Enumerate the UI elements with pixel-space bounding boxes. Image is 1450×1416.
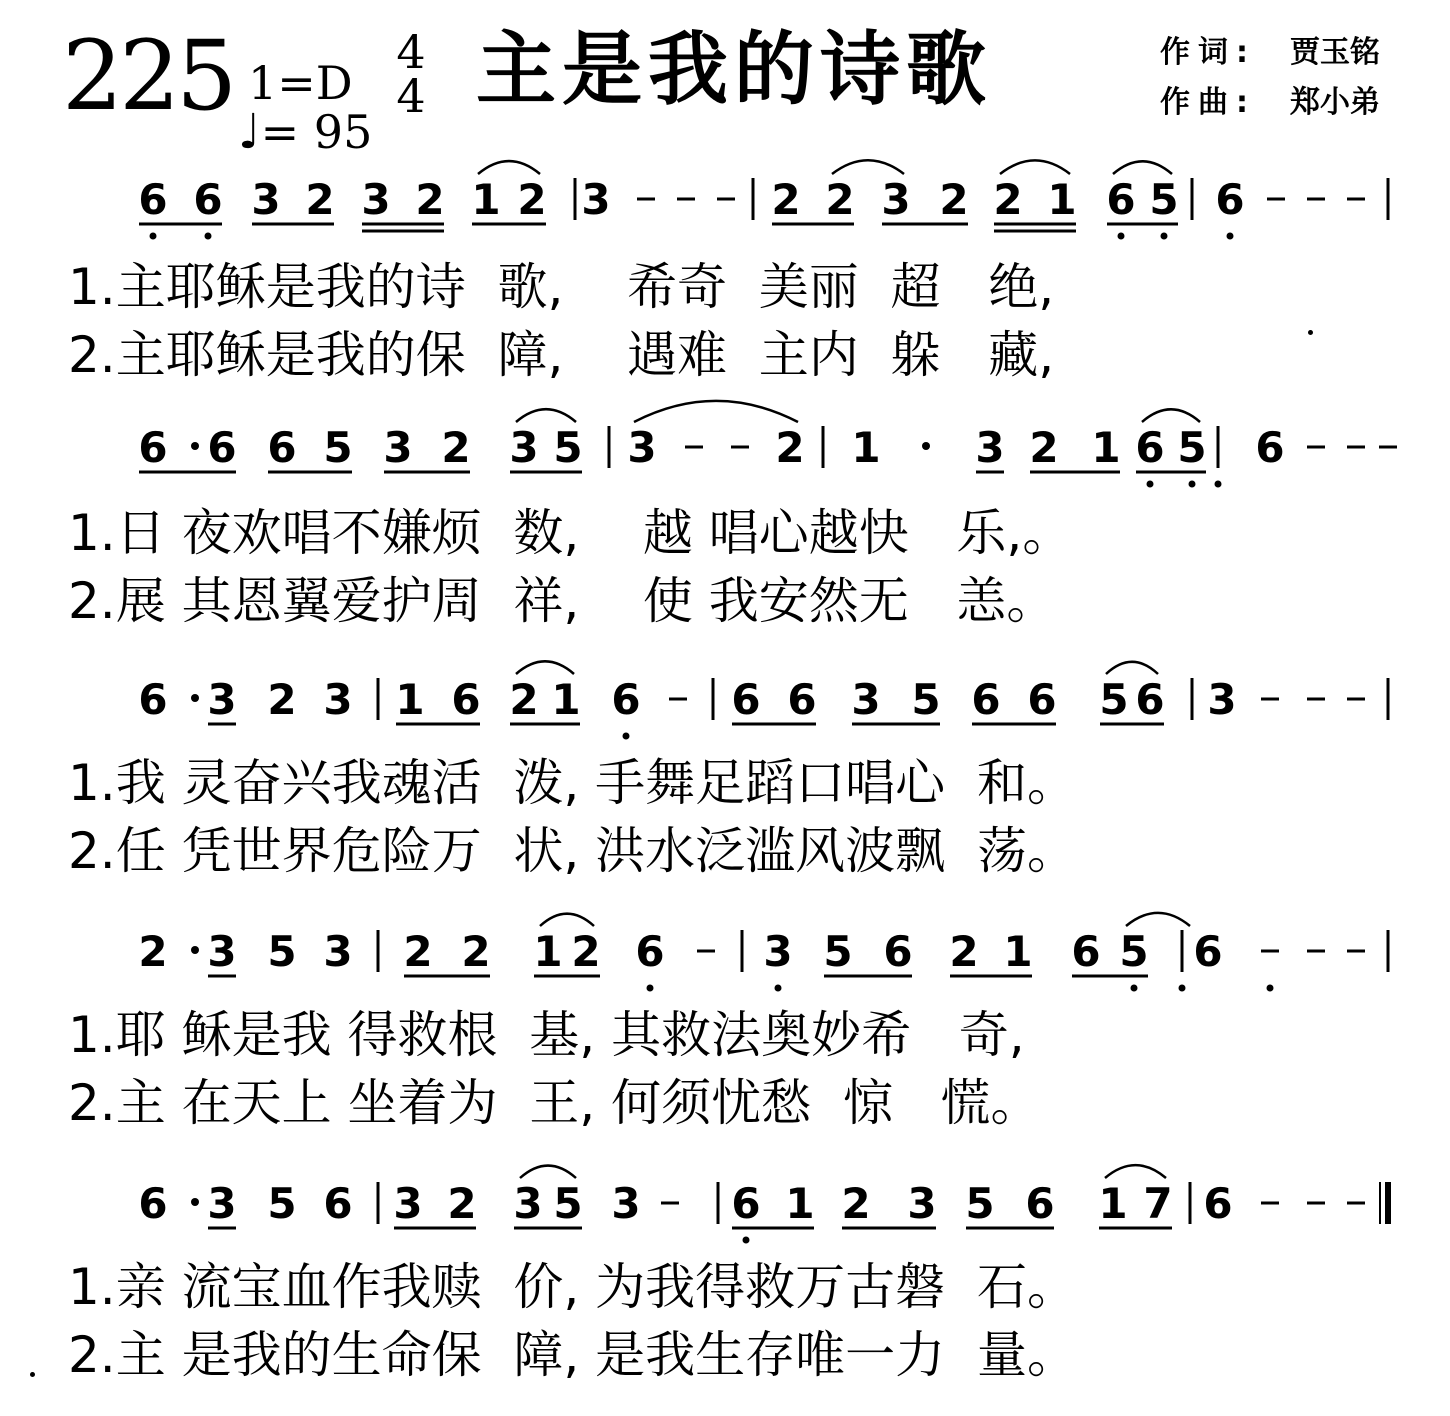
tempo-value: = 95 [260,105,373,159]
note-digit: 1 [533,927,563,976]
low-octave-dot [1227,233,1234,240]
note-digit: 2 [305,175,335,224]
note-digit: 7 [1143,1179,1173,1228]
note-digit: 6 [1255,423,1285,472]
note-digit: 3 [207,675,237,724]
note-digit: 3 [251,175,281,224]
note-digit: 6 [1027,675,1057,724]
note-digit: 2 [461,927,491,976]
low-octave-dot [1215,481,1222,488]
note-digit: 1 [395,675,425,724]
slur [478,161,540,174]
note-digit: 3 [323,675,353,724]
note-digit: 1 [551,675,581,724]
low-octave-dot [1189,481,1196,488]
low-octave-dot [1147,481,1154,488]
note-digit: 6 [138,175,168,224]
note-digit: 6 [1135,423,1165,472]
low-octave-dot [1161,233,1168,240]
lyricist-label: 作词: [1160,35,1256,70]
lyric-line-4-verse-1: 1.耶 稣是我 得救根 基, 其救法奥妙希 奇, [68,1006,1025,1064]
note-digit: 3 [383,423,413,472]
low-octave-dot [1118,233,1125,240]
note-digit: 5 [911,675,941,724]
augmentation-dot [922,442,930,450]
note-digit: 2 [267,675,297,724]
time-signature-top: 4 [396,25,426,79]
note-digit: 2 [1029,423,1059,472]
note-digit: 3 [393,1179,423,1228]
note-digit: 5 [267,1179,297,1228]
slur [1000,160,1070,174]
note-digit: 3 [513,1179,543,1228]
lyric-line-4-verse-2: 2.主 在天上 坐着为 王, 何须忧愁 惊 慌。 [68,1074,1041,1132]
note-digit: 2 [993,175,1023,224]
lyric-line-5-verse-1: 1.亲 流宝血作我赎 价, 为我得救万古磐 石。 [68,1258,1077,1316]
note-digit: 2 [509,675,539,724]
lyric-line-1-verse-1: 1.主耶稣是我的诗 歌, 希奇 美丽 超 绝, [68,258,1055,316]
note-digit: 3 [323,927,353,976]
low-octave-dot [647,985,654,992]
note-digit: 1 [851,423,881,472]
note-digit: 3 [509,423,539,472]
low-octave-dot [205,233,212,240]
note-digit: 5 [1177,423,1207,472]
slur [540,914,594,926]
augmentation-dot [191,1198,199,1206]
note-digit: 2 [939,175,969,224]
note-digit: 6 [787,675,817,724]
note-digit: 2 [775,423,805,472]
note-digit: 2 [825,175,855,224]
composer-name: 郑小弟 [1290,85,1380,120]
slur [516,661,574,674]
note-digit: 6 [1025,1179,1055,1228]
note-digit: 5 [323,423,353,472]
lyricist-name: 贾玉铭 [1290,35,1380,70]
note-digit: 6 [451,675,481,724]
slur [634,401,798,422]
note-digit: 3 [1207,675,1237,724]
low-octave-dot [1179,985,1186,992]
note-digit: 5 [823,927,853,976]
slur [516,409,576,422]
note-digit: 1 [1098,1179,1128,1228]
note-digit: 5 [1119,927,1149,976]
note-digit: 3 [881,175,911,224]
scan-speck [1308,330,1313,335]
note-digit: 6 [635,927,665,976]
note-digit: 6 [138,423,168,472]
lyric-line-1-verse-2: 2.主耶稣是我的保 障, 遇难 主内 躲 藏, [68,326,1055,384]
note-digit: 2 [403,927,433,976]
note-digit: 2 [949,927,979,976]
note-digit: 6 [193,175,223,224]
augmentation-dot [191,946,199,954]
note-digit: 6 [138,675,168,724]
slur [1105,1165,1166,1178]
note-digit: 2 [138,927,168,976]
note-digit: 2 [771,175,801,224]
time-signature-bottom: 4 [396,69,426,123]
note-digit: 2 [447,1179,477,1228]
quarter-note-icon: ♩ [238,104,261,160]
note-digit: 3 [907,1179,937,1228]
low-octave-dot [623,733,630,740]
note-digit: 3 [627,423,657,472]
low-octave-dot [150,233,157,240]
note-digit: 6 [1215,175,1245,224]
key-signature: 1=D [248,56,353,110]
note-digit: 3 [361,175,391,224]
note-digit: 1 [1047,175,1077,224]
song-title: 主是我的诗歌 [476,23,992,116]
note-digit: 2 [571,927,601,976]
note-digit: 3 [581,175,611,224]
slur [1106,662,1158,674]
note-digit: 1 [1003,927,1033,976]
lyric-line-2-verse-2: 2.展 其恩翼爱护周 祥, 使 我安然无 恙。 [68,572,1057,630]
note-digit: 6 [1106,175,1136,224]
note-digit: 3 [975,423,1005,472]
note-digit: 3 [611,1179,641,1228]
low-octave-dot [1267,985,1274,992]
note-digit: 5 [965,1179,995,1228]
slur [1126,913,1190,926]
note-digit: 6 [138,1179,168,1228]
augmentation-dot [191,442,199,450]
note-digit: 5 [1149,175,1179,224]
augmentation-dot [191,694,199,702]
scan-speck [30,1372,35,1377]
note-digit: 6 [1071,927,1101,976]
note-digit: 6 [207,423,237,472]
note-digit: 2 [441,423,471,472]
note-digit: 6 [883,927,913,976]
slur [1142,409,1200,422]
slur [520,1166,576,1178]
note-digit: 6 [731,675,761,724]
note-digit: 6 [1203,1179,1233,1228]
note-digit: 1 [1091,423,1121,472]
lyric-line-3-verse-1: 1.我 灵奋兴我魂活 泼, 手舞足蹈口唱心 和。 [68,754,1077,812]
low-octave-dot [743,1237,750,1244]
slur [1113,161,1172,174]
note-digit: 6 [971,675,1001,724]
note-digit: 6 [323,1179,353,1228]
note-digit: 2 [841,1179,871,1228]
lyric-line-2-verse-1: 1.日 夜欢唱不嫌烦 数, 越 唱心越快 乐,。 [68,504,1073,562]
low-octave-dot [775,985,782,992]
note-digit: 5 [267,927,297,976]
note-digit: 1 [471,175,501,224]
note-digit: 6 [1193,927,1223,976]
note-digit: 5 [553,423,583,472]
note-digit: 5 [553,1179,583,1228]
lyric-line-3-verse-2: 2.任 凭世界危险万 状, 洪水泛滥风波飘 荡。 [68,822,1077,880]
note-digit: 6 [611,675,641,724]
note-digit: 1 [785,1179,815,1228]
lyric-line-5-verse-2: 2.主 是我的生命保 障, 是我生存唯一力 量。 [68,1326,1077,1384]
note-digit: 3 [763,927,793,976]
note-digit: 2 [517,175,547,224]
note-digit: 6 [731,1179,761,1228]
hymn-number: 225 [62,20,234,132]
note-digit: 3 [851,675,881,724]
composer-label: 作曲: [1160,85,1256,120]
note-digit: 2 [415,175,445,224]
note-digit: 6 [267,423,297,472]
note-digit: 3 [207,927,237,976]
note-digit: 5 [1099,675,1129,724]
slur [832,160,904,174]
low-octave-dot [1131,985,1138,992]
note-digit: 3 [207,1179,237,1228]
note-digit: 6 [1135,675,1165,724]
